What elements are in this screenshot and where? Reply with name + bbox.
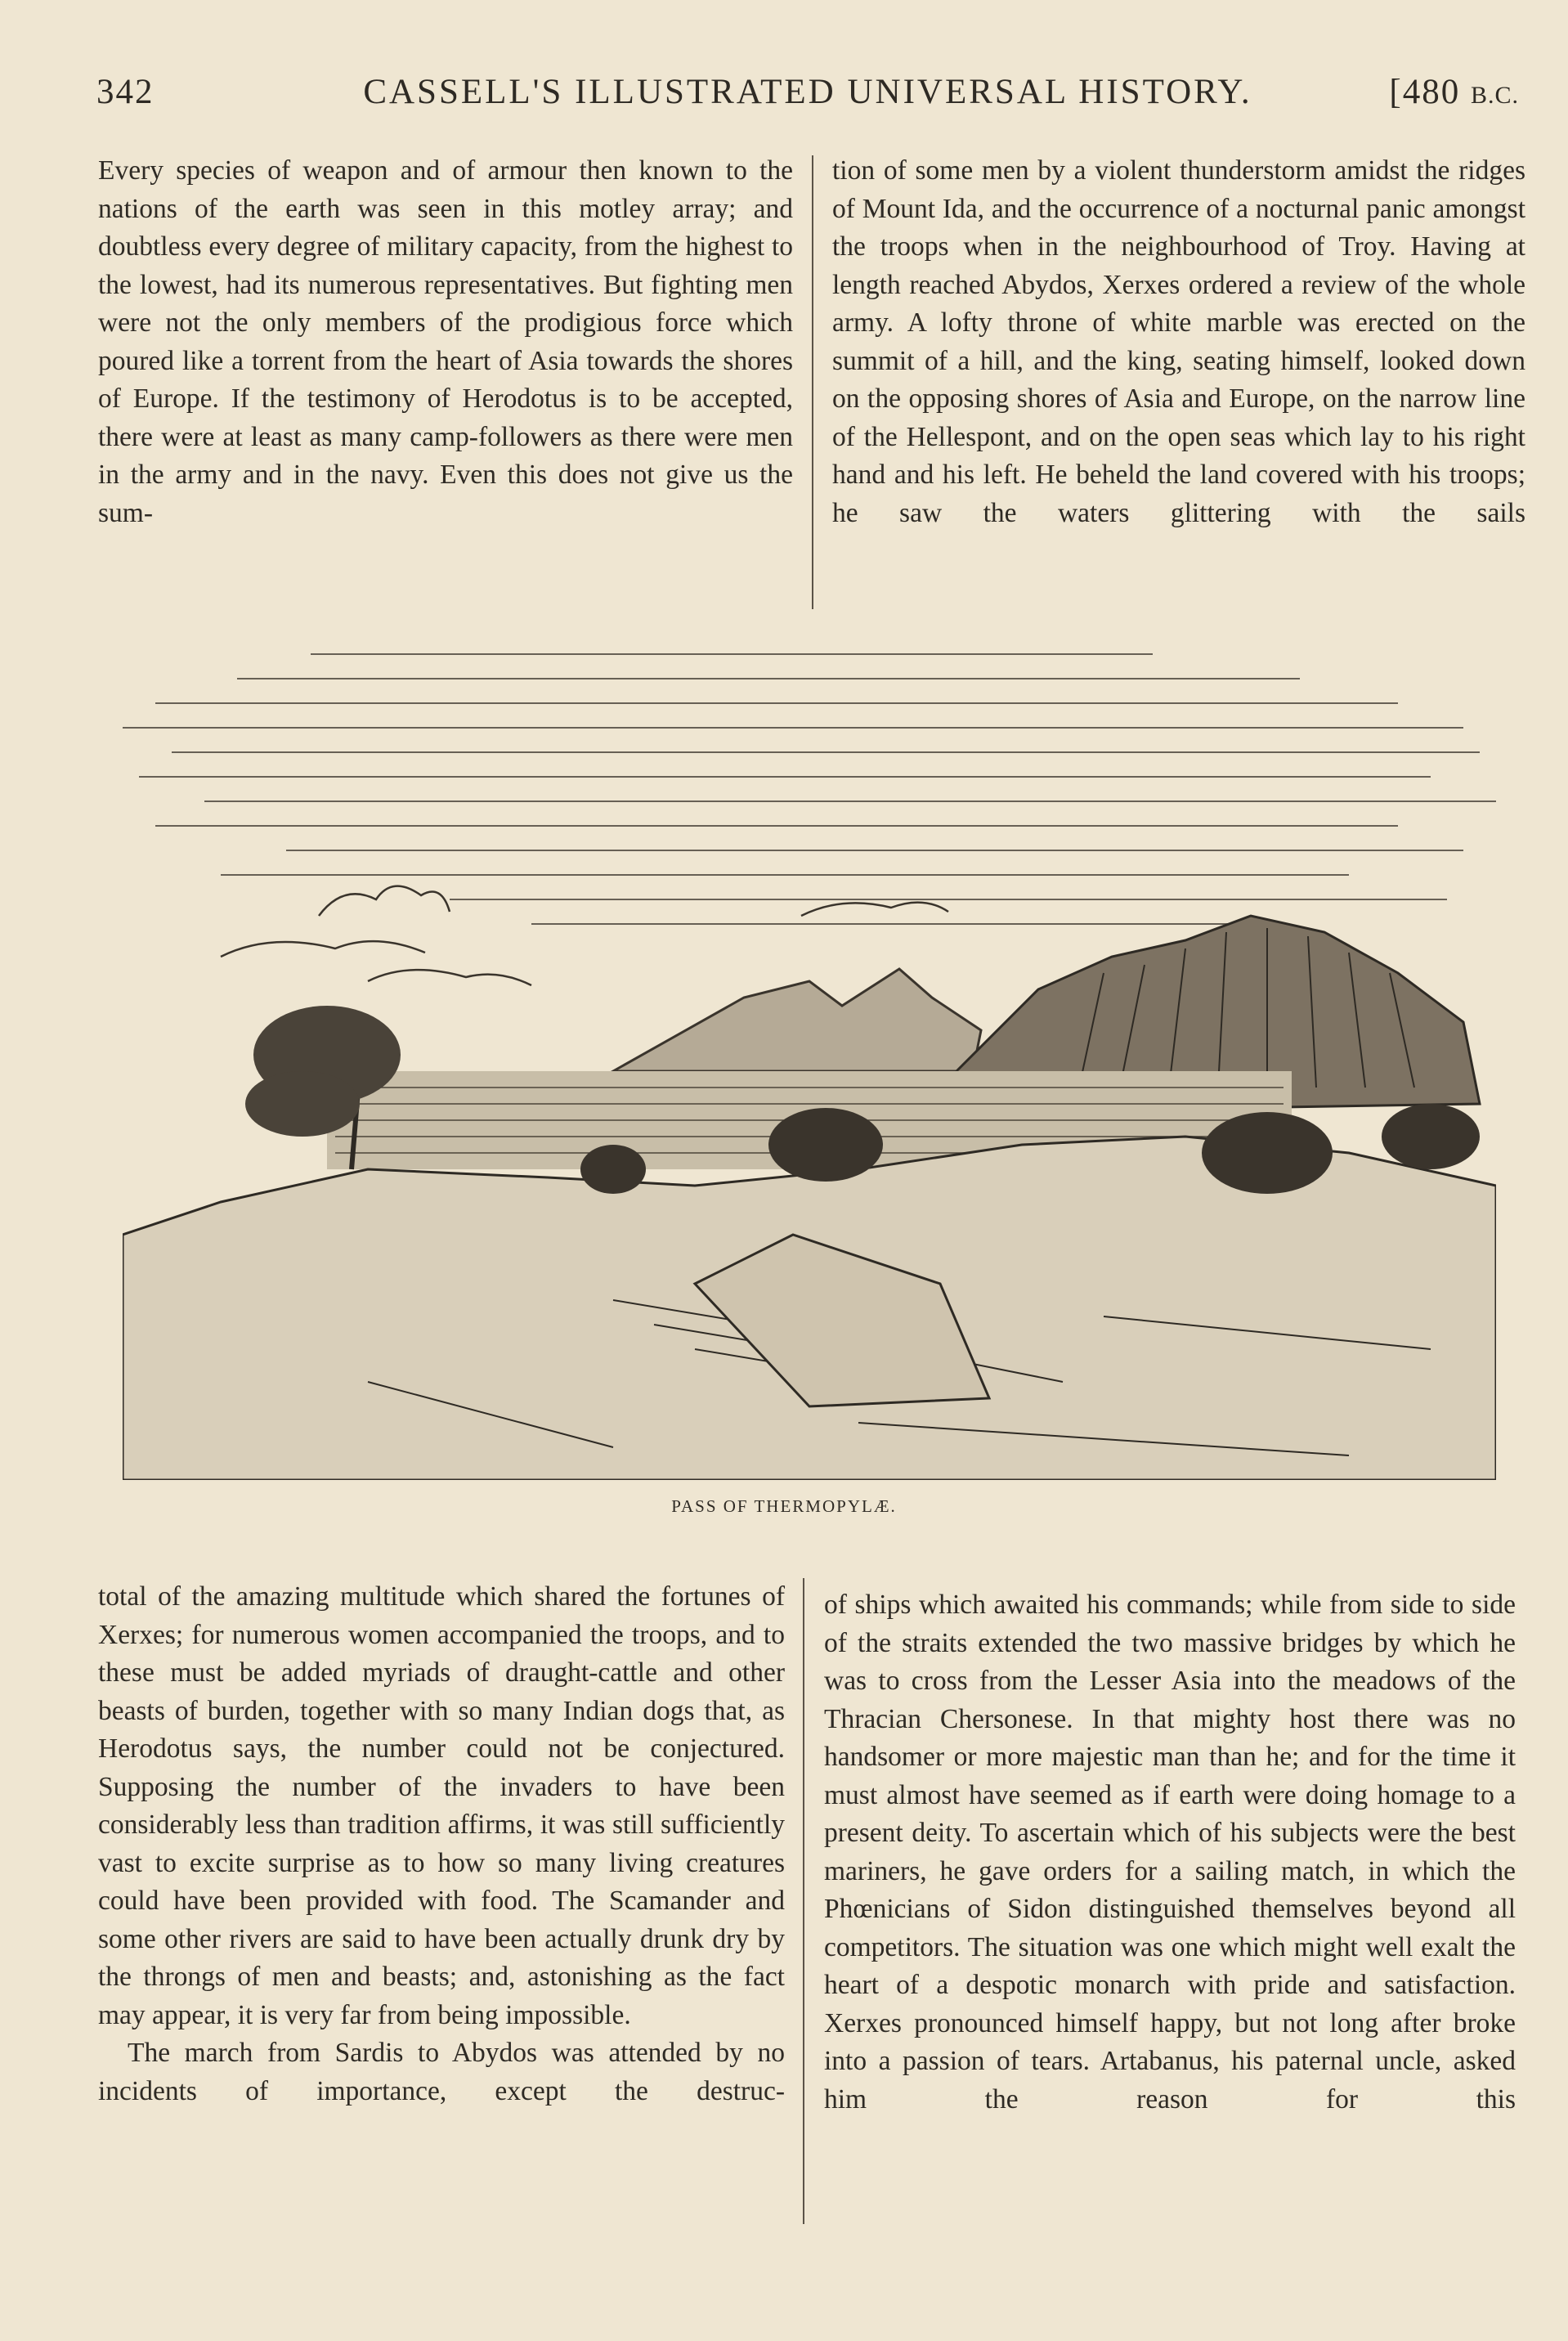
lower-left-column <box>98 1578 785 2110</box>
cloud <box>221 886 948 985</box>
running-title: CASSELL'S ILLUSTRATED UNIVERSAL HISTORY. <box>363 73 1252 111</box>
lower-left-paragraph-2: The march from Sardis to Abydos was attended by no incidents of importance, except the destruc- <box>98 2038 785 2106</box>
upper-column-rule <box>812 155 813 609</box>
lower-column-rule <box>803 1578 804 2224</box>
lower-right-text: of ships which awaited his commands; while from side to side of the straits extended the two massive bridges by which he was to cross from the Lesser Asia into the meadows of the Thracian Chersonese. In that mighty host there was no handsomer or more majestic man than he; and for the time it must almost have seemed as if earth were doing homage to a present deity. To ascertain which of his subjects were the best mariners, he gave orders for a sailing match, in which the Phœnicians of Sidon distinguished themselves beyond all competitors. The situation was one which might well exalt the heart of a despotic monarch with pride and satisfaction. Xerxes pronounced himself happy, but not long after broke into a passion of tears. Artabanus, his paternal uncle, asked him the reason for this <box>824 1590 1516 2115</box>
date-year: [480 <box>1389 73 1461 111</box>
date-era: B.C. <box>1470 82 1519 109</box>
upper-right-text: tion of some men by a violent thunderstorm amidst the ridges of Mount Ida, and the occurrence of a nocturnal panic amongst the troops when in the neighbourhood of Troy. Having at length reached Abydos, Xerxes ordered a review of the whole army. A lofty throne of white marble was erected on the summit of a hill, and the king, seating himself, looked down on the opposing shores of Asia and Europe, on the narrow line of the Hellespont, and on the open seas which lay to his right hand and his left. He beheld the land covered with his troops; he saw the waters glittering with the sails <box>832 155 1525 528</box>
upper-right-column <box>832 152 1525 532</box>
upper-left-column <box>98 152 793 532</box>
distant-mountain <box>613 969 981 1071</box>
page-number: 342 <box>96 73 155 111</box>
lower-left-paragraph-1: total of the amazing multitude which shared the fortunes of Xerxes; for numerous women accompanied the troops, and to these must be added myriads of draught-cattle and other beasts of burden, together with so many Indian dogs that, as Herodotus says, the number could not be conjectured. Supposing the number of the invaders to have been considerably less than tradition affirms, it was still sufficiently vast to excite surprise as to how so many living creatures could have been provided with food. The Scamander and some other rivers are said to have been actually drunk dry by the throngs of men and beasts; and, astonishing as the fact may appear, it is very far from being impossible. <box>98 1581 785 2030</box>
illustration-pass-of-thermopylae <box>123 646 1496 1480</box>
illustration-caption: PASS OF THERMOPYLÆ. <box>671 1496 897 1516</box>
sky-hatching <box>123 654 1496 924</box>
running-head <box>96 72 1519 121</box>
running-date <box>1389 72 1519 112</box>
upper-left-text: Every species of weapon and of armour then known to the nations of the earth was seen in this motley array; and doubtless every degree of military capacity, from the highest to the lowest, had its numerous representatives. But fighting men were not the only members of the prodigious force which poured like a torrent from the heart of Asia towards the shores of Europe. If the testimony of Herodotus is to be accepted, there were at least as many camp-followers as there were men in the army and in the navy. Even this does not give us the sum- <box>98 155 793 528</box>
lower-right-column <box>824 1586 1516 2119</box>
